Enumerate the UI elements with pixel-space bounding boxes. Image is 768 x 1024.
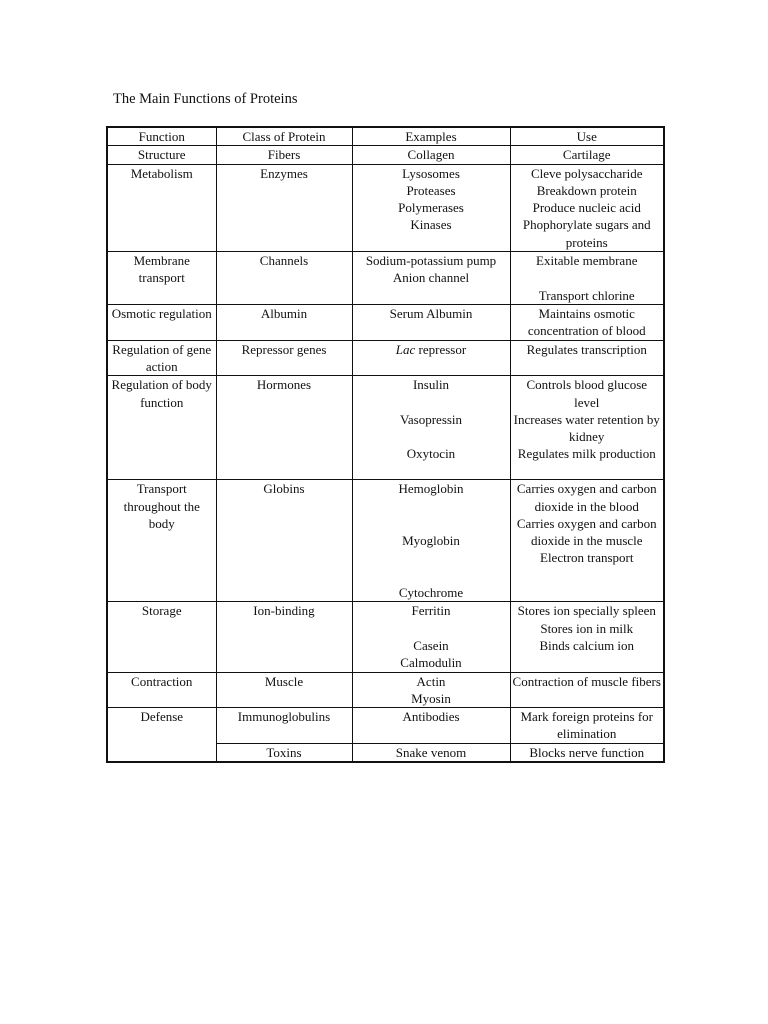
- examples-cell: Insulin Vasopressin Oxytocin: [352, 376, 510, 480]
- function-cell: Membrane transport: [107, 252, 216, 305]
- class-cell: Hormones: [216, 376, 352, 480]
- function-cell: Contraction: [107, 672, 216, 708]
- table-row: [107, 146, 664, 164]
- header-cell: Examples: [352, 127, 510, 146]
- examples-cell: Actin Myosin: [352, 672, 510, 708]
- class-cell: Channels: [216, 252, 352, 305]
- examples-cell: Antibodies: [352, 708, 510, 744]
- examples-cell: [352, 340, 510, 376]
- examples-cell: Ferritin Casein Calmodulin: [352, 602, 510, 672]
- function-cell: Regulation of body function: [107, 376, 216, 480]
- table-row: [107, 480, 664, 602]
- use-cell: Mark foreign proteins for elimination: [510, 708, 664, 744]
- header-cell: Use: [510, 127, 664, 146]
- table-header-row: [107, 127, 664, 146]
- table-row: [107, 252, 664, 305]
- examples-cell: Serum Albumin: [352, 305, 510, 341]
- table-row: [107, 376, 664, 480]
- class-cell: Enzymes: [216, 164, 352, 251]
- function-cell: Structure: [107, 146, 216, 164]
- use-cell: Regulates transcription: [510, 340, 664, 376]
- use-cell: Contraction of muscle fibers: [510, 672, 664, 708]
- examples-cell: Collagen: [352, 146, 510, 164]
- use-cell: Stores ion specially spleen Stores ion in milk Binds calcium ion: [510, 602, 664, 672]
- class-cell: Immunoglobulins: [216, 708, 352, 744]
- use-cell: Blocks nerve function: [510, 743, 664, 762]
- function-cell: Osmotic regulation: [107, 305, 216, 341]
- function-cell: Regulation of gene action: [107, 340, 216, 376]
- examples-cell: Lysosomes Proteases Polymerases Kinases: [352, 164, 510, 251]
- function-cell: Defense: [107, 708, 216, 762]
- class-cell: Globins: [216, 480, 352, 602]
- table-row: [107, 164, 664, 251]
- use-cell: Maintains osmotic concentration of blood: [510, 305, 664, 341]
- document-title: The Main Functions of Proteins: [113, 91, 298, 107]
- use-cell: Carries oxygen and carbon dioxide in the blood Carries oxygen and carbon dioxide in the muscle Electron transport: [510, 480, 664, 602]
- examples-cell: Hemoglobin Myoglobin Cytochrome: [352, 480, 510, 602]
- table-row: [107, 672, 664, 708]
- class-cell: Ion-binding: [216, 602, 352, 672]
- protein-functions-table: [106, 126, 665, 763]
- class-cell: Muscle: [216, 672, 352, 708]
- class-cell: Repressor genes: [216, 340, 352, 376]
- table-row: [107, 340, 664, 376]
- header-cell: Class of Protein: [216, 127, 352, 146]
- table-row: [107, 708, 664, 744]
- use-cell: Cleve polysaccharide Breakdown protein Produce nucleic acid Phophorylate sugars and proteins: [510, 164, 664, 251]
- function-cell: Storage: [107, 602, 216, 672]
- use-cell: Controls blood glucose level Increases water retention by kidney Regulates milk production: [510, 376, 664, 480]
- italic-gene-name: Lac: [395, 341, 416, 357]
- use-cell: Exitable membrane Transport chlorine: [510, 252, 664, 305]
- use-cell: Cartilage: [510, 146, 664, 164]
- examples-cell: Snake venom: [352, 743, 510, 762]
- header-cell: Function: [107, 127, 216, 146]
- function-cell: Metabolism: [107, 164, 216, 251]
- table-row: [107, 305, 664, 341]
- examples-cell: Sodium-potassium pump Anion channel: [352, 252, 510, 305]
- class-cell: Toxins: [216, 743, 352, 762]
- function-cell: Transport throughout the body: [107, 480, 216, 602]
- class-cell: Fibers: [216, 146, 352, 164]
- examples-text: repressor: [415, 341, 467, 357]
- table-row: [107, 602, 664, 672]
- class-cell: Albumin: [216, 305, 352, 341]
